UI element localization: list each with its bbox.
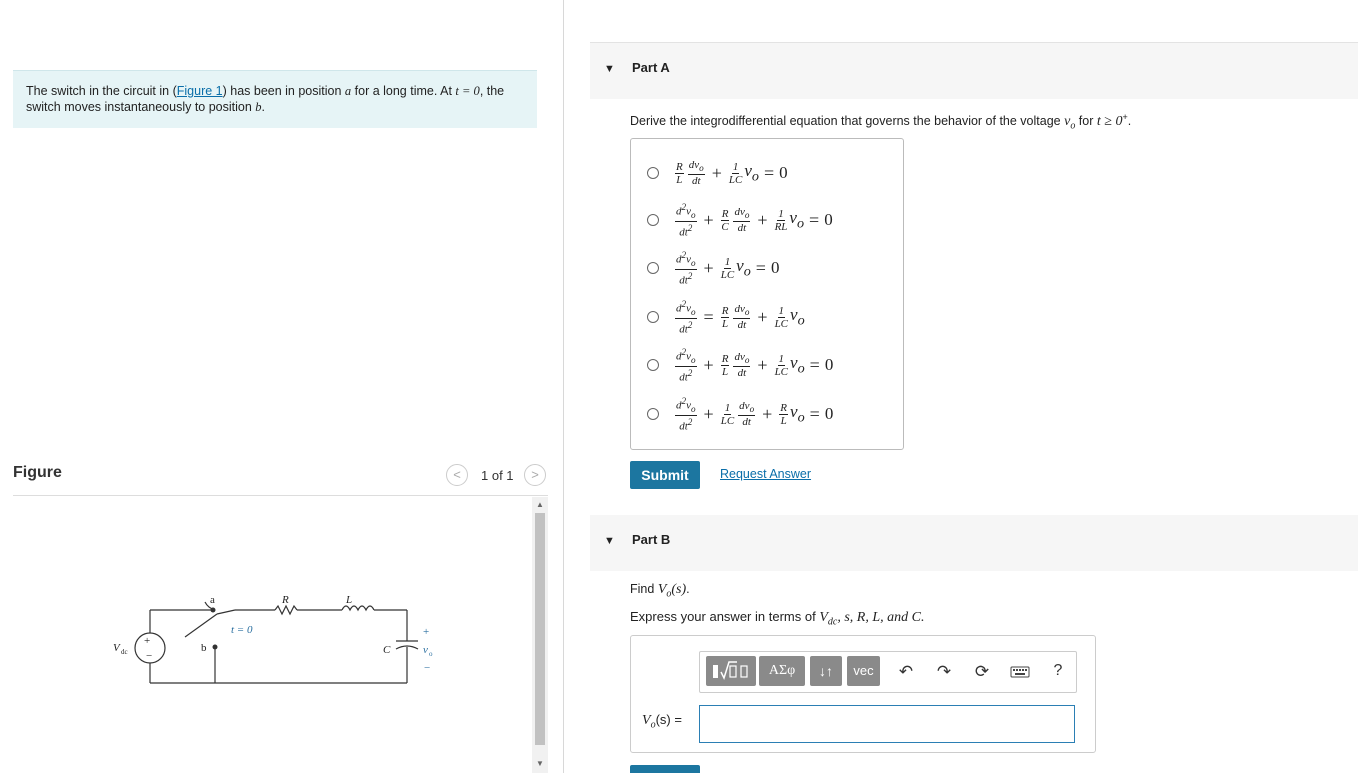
equation: $\frac{d^2v_o}{dt^2}$ + $\frac{1}{LC}$ $\frac{dv_o}{dt}$ + $\frac{R}{L}$ $v_o$ = 0 <box>676 396 834 433</box>
figure-title: Figure <box>13 464 62 481</box>
choice-4[interactable] <box>647 295 805 339</box>
instruction-sup: + <box>1122 112 1128 122</box>
label-vdc-sub: dc <box>121 648 128 656</box>
express-var: V <box>819 610 828 625</box>
vector-button[interactable]: vec <box>847 656 880 686</box>
label-l: L <box>346 594 353 606</box>
answer-label-arg: (s) = <box>655 712 682 727</box>
find-arg: (s) <box>671 582 687 597</box>
circuit-diagram <box>105 585 445 695</box>
equation: $\frac{R}{L}$ $\frac{dv_o}{dt}$ + $\frac{1}{LC}$ $v_o$ = 0 <box>676 158 788 188</box>
node-a <box>211 608 216 613</box>
label-vo-sub: o <box>429 650 433 658</box>
position-b: b <box>255 100 262 114</box>
source-plus: + <box>144 635 151 647</box>
label-t0: t = 0 <box>231 624 253 636</box>
instruction-cond: t ≥ 0 <box>1096 114 1123 130</box>
label-vo: v <box>423 644 428 656</box>
templates-button[interactable] <box>706 656 756 686</box>
figure-scrollbar[interactable] <box>532 497 548 773</box>
express-sub: dc <box>827 616 838 628</box>
instruction-sub: o <box>1070 120 1076 132</box>
help-button[interactable]: ? <box>1053 662 1063 679</box>
problem-text: for a long time. At <box>351 84 456 98</box>
radio-button[interactable] <box>647 167 659 179</box>
vo-minus: − <box>424 662 431 674</box>
choice-2[interactable] <box>647 198 833 242</box>
position-a: a <box>344 84 352 98</box>
label-vdc: V <box>113 642 120 654</box>
part-b-express <box>630 609 924 628</box>
vo-plus: + <box>423 626 430 638</box>
source-minus: − <box>146 650 153 662</box>
part-a-title: Part A <box>632 60 670 75</box>
equation: $\frac{d^2v_o}{dt^2}$ = $\frac{R}{L}$ $\frac{dv_o}{dt}$ + $\frac{1}{LC}$ $v_o$ <box>676 299 805 336</box>
request-answer-link[interactable]: Request Answer <box>720 467 812 481</box>
reset-icon[interactable]: ⟳ <box>974 662 990 681</box>
instruction-text: Derive the integrodifferential equation that governs the behavior of the voltage <box>630 114 1061 129</box>
redo-icon[interactable]: ↷ <box>936 662 952 681</box>
answer-label-sub: o <box>650 719 656 731</box>
answer-input[interactable] <box>699 705 1075 743</box>
figure-link[interactable]: Figure 1 <box>176 84 223 98</box>
label-b: b <box>201 642 207 654</box>
label-a: a <box>210 594 215 606</box>
express-rest: , s, R, L, and C. <box>837 610 925 625</box>
label-r: R <box>282 594 289 606</box>
radio-button[interactable] <box>647 262 659 274</box>
problem-text: The switch in the circuit in ( <box>26 84 177 98</box>
subscript-superscript-button[interactable]: ↓↑ <box>810 656 842 686</box>
keyboard-icon[interactable] <box>1009 664 1031 684</box>
answer-label <box>642 712 682 731</box>
express-prefix: Express your answer in terms of <box>630 609 816 624</box>
label-c: C <box>383 644 391 656</box>
part-b-header[interactable] <box>590 515 1358 571</box>
choice-5[interactable] <box>647 343 833 387</box>
problem-text: ) has been in position <box>222 84 345 98</box>
answer-choices <box>630 138 904 450</box>
part-b-find: Find $V_o(s)$. <box>630 582 690 600</box>
figure-pane <box>0 0 564 773</box>
radio-button[interactable] <box>647 311 659 323</box>
scroll-thumb[interactable] <box>535 513 545 745</box>
submit-button[interactable]: Submit <box>630 461 700 489</box>
answer-area <box>630 635 1096 753</box>
next-figure-button[interactable]: > <box>524 464 546 486</box>
problem-text: , the switch moves instantaneously to position <box>26 84 505 114</box>
find-sub: o <box>666 588 672 600</box>
problem-statement <box>13 70 537 128</box>
part-b-title: Part B <box>632 532 671 547</box>
sqrt-template-icon <box>711 660 751 682</box>
figure-header <box>13 462 548 496</box>
math-toolbar <box>699 651 1077 693</box>
greek-symbols-button[interactable]: ΑΣφ <box>759 656 805 686</box>
collapse-caret-icon[interactable]: ▼ <box>604 63 615 75</box>
scroll-down-icon[interactable]: ▼ <box>536 759 544 768</box>
equation: $\frac{d^2v_o}{dt^2}$ + $\frac{1}{LC}$ $v_o$ = 0 <box>676 250 780 287</box>
radio-button[interactable] <box>647 408 659 420</box>
undo-icon[interactable]: ↶ <box>898 662 914 681</box>
radio-button[interactable] <box>647 359 659 371</box>
choice-6[interactable] <box>647 392 833 436</box>
answer-label-var: V <box>642 713 651 728</box>
choice-1[interactable] <box>647 151 788 195</box>
figure-counter: 1 of 1 <box>481 468 514 483</box>
part-a-header[interactable] <box>590 43 1358 99</box>
node-b <box>213 645 218 650</box>
instruction-var: v <box>1064 114 1071 130</box>
equation: $\frac{d^2v_o}{dt^2}$ + $\frac{R}{C}$ $\frac{dv_o}{dt}$ + $\frac{1}{RL}$ $v_o$ = 0 <box>676 202 833 239</box>
find-expr: V <box>657 582 667 597</box>
scroll-up-icon[interactable]: ▲ <box>536 500 544 509</box>
part-a-instruction: Derive the integrodifferential equation that governs the behavior of the voltage $v_o$ for t ≥ 0+. <box>630 112 1132 132</box>
time-condition: t = 0 <box>455 84 480 98</box>
equation: $\frac{d^2v_o}{dt^2}$ + $\frac{R}{L}$ $\frac{dv_o}{dt}$ + $\frac{1}{LC}$ $v_o$ = 0 <box>676 347 834 384</box>
instruction-for: for <box>1078 114 1094 129</box>
collapse-caret-icon[interactable]: ▼ <box>604 535 615 547</box>
prev-figure-button[interactable]: < <box>446 464 468 486</box>
radio-button[interactable] <box>647 214 659 226</box>
problem-text: . <box>261 100 266 114</box>
submit-button-partb[interactable] <box>630 765 700 773</box>
find-label: Find <box>630 582 655 596</box>
choice-3[interactable] <box>647 246 779 290</box>
